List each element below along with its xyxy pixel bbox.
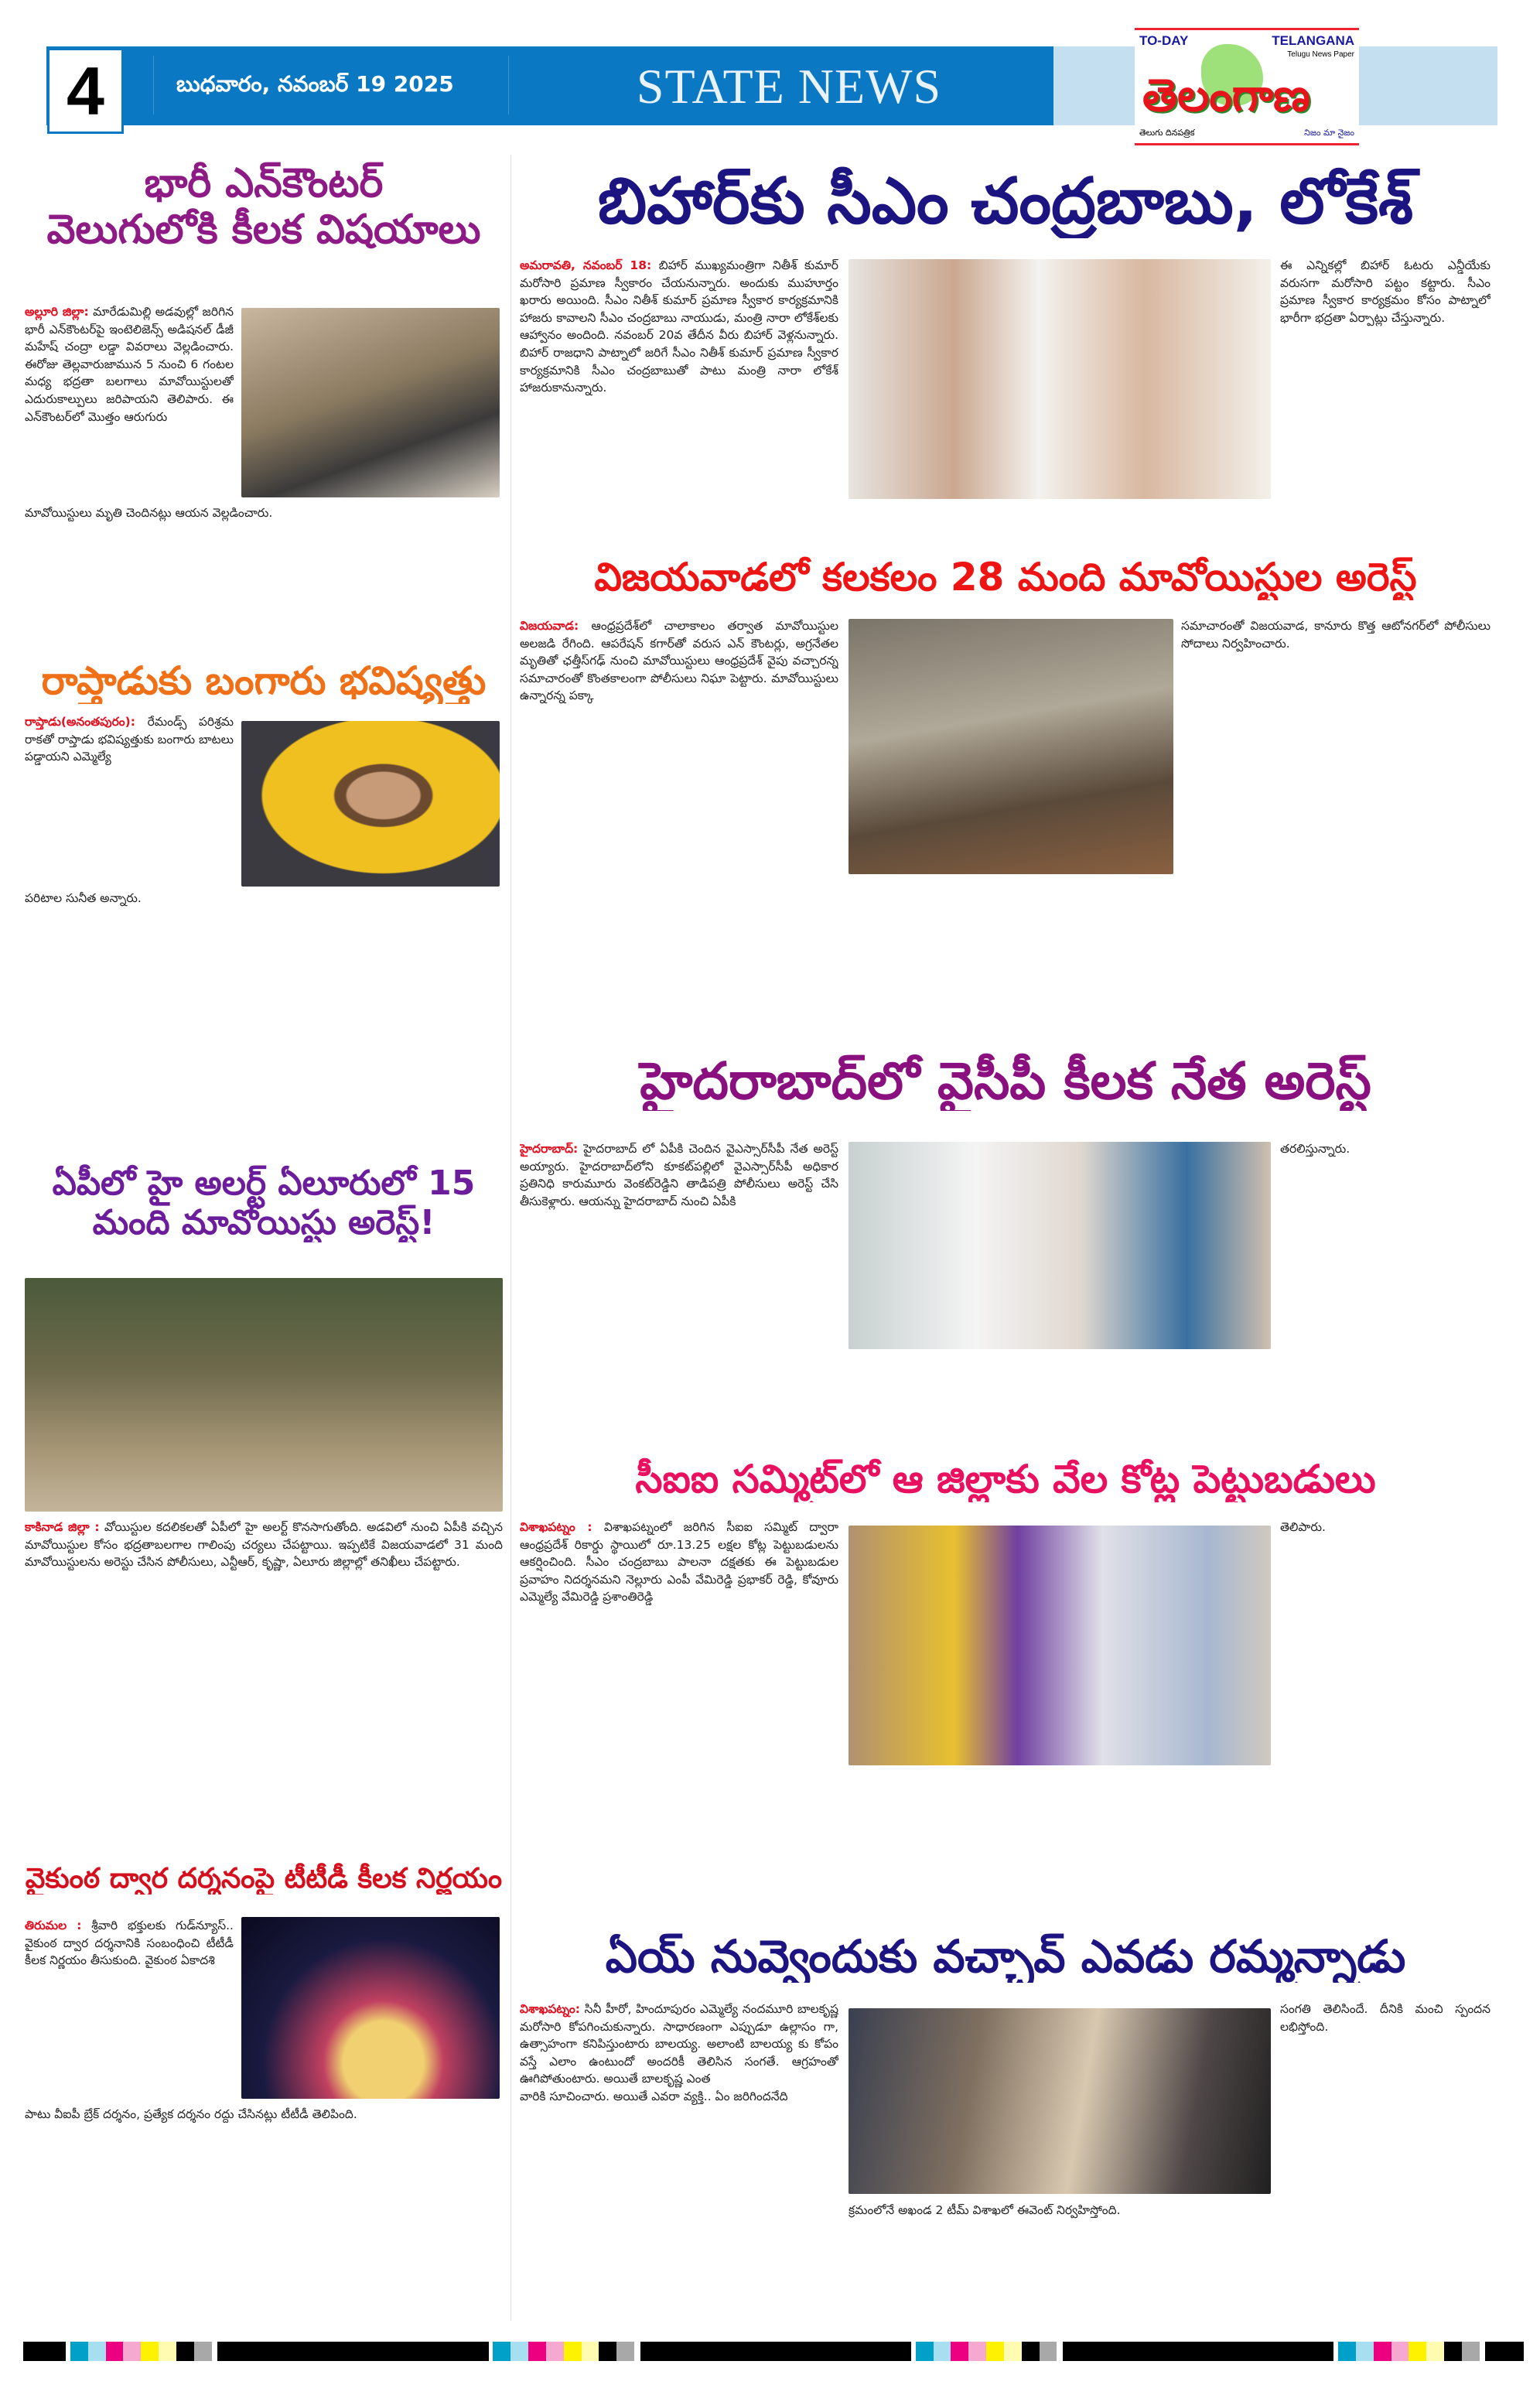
divider — [508, 56, 509, 114]
black-patch — [1444, 2342, 1462, 2361]
article-body — [25, 713, 234, 888]
pink-patch — [546, 2342, 564, 2361]
gray-patch — [1462, 2342, 1480, 2361]
light-yellow-patch — [159, 2342, 176, 2361]
column-divider — [510, 155, 511, 2321]
magenta-patch — [528, 2342, 546, 2361]
mla-photo — [241, 721, 500, 887]
dateline: రాప్తాడు(అనంతపురం): — [25, 715, 135, 729]
cyan-patch — [1338, 2342, 1356, 2361]
yellow-patch — [564, 2342, 582, 2361]
black-patch — [1022, 2342, 1040, 2361]
magenta-patch — [106, 2342, 124, 2361]
mp-mla-press-meet-photo — [849, 1526, 1271, 1765]
article-body — [520, 2001, 838, 2302]
light-yellow-patch — [582, 2342, 599, 2361]
dateline: విజయవాడ: — [520, 619, 579, 633]
logo-tagline: Telugu News Paper — [1287, 50, 1354, 59]
pink-patch — [968, 2342, 986, 2361]
headline-line: ఏపీలో హై అలర్ట్ ఏలూరులో 15 — [52, 1164, 476, 1203]
dateline: తిరుమల : — [25, 1919, 82, 1932]
black-patch — [176, 2342, 194, 2361]
article-body — [1280, 257, 1490, 543]
article-body — [1280, 1519, 1490, 1864]
body-text: రేమండ్స్ పరిశ్రమ రాకతో రాప్తాడు భవిష్యత్తుకు బంగారు బాటలు పడ్డాయని ఎమ్మెల్యే — [25, 715, 234, 764]
yellow-patch — [141, 2342, 159, 2361]
article-body — [25, 890, 503, 1157]
black-patch — [1485, 2342, 1524, 2361]
black-patch — [217, 2342, 446, 2361]
body-text: వోయిస్టుల కదలికలతో ఏపీలో హై అలర్ట్ కొనసాగుతోంది. అడవిలో నుంచి ఏపీకి వచ్చిన మావోయిస్టుల కోసం భద్రతాబలగాల గాలింపు చర్యలు చేపట్టాయి. ఇప్పటికే విజయవాడలో 31 మంది మావోయిస్టులను అరెస్టు చేసిన పోలీసులు, ఎన్టీఆర్, కృష్ణా, ఏలూరు జిల్లాల్లో తనిఖీలు చేపట్టారు. — [25, 1520, 503, 1570]
dateline: కాకినాడ జిల్లా : — [25, 1520, 100, 1534]
body-text: మావోయిస్టులు మృతి చెందినట్లు ఆయన వెల్లడించారు. — [25, 506, 273, 520]
light-cyan-patch — [510, 2342, 528, 2361]
body-text: పాటు వీఐపీ బ్రేక్ దర్శనం, ప్రత్యేక దర్శనం రద్దు చేసినట్లు టీటీడీ తెలిపింది. — [25, 2107, 357, 2121]
headline-line: భారీ ఎన్‌కౌంటర్ — [144, 161, 384, 207]
logo-text: TO-DAY — [1139, 33, 1189, 48]
balakrishna-photo — [849, 2008, 1271, 2194]
body-text: వారికి సూచించారు. అయితే ఎవరా వ్యక్తి.. ఏం జరిగిందనేది — [520, 2089, 788, 2103]
gray-patch — [616, 2342, 634, 2361]
police-officer-photo — [241, 308, 500, 497]
headline-vaikuntha: వైకుంఠ ద్వార దర్శనంపై టీటీడీ కీలక నిర్ణయం — [25, 1863, 503, 1895]
headline-line: వెలుగులోకి కీలక విషయాలు — [46, 206, 481, 253]
temple-photo — [241, 1917, 500, 2099]
body-text: సమాచారంతో విజయవాడ, కానూరు కొత్త ఆటోనగర్‌లో పోలీసులు సోదాలు నిర్వహించారు. — [1181, 619, 1490, 651]
light-cyan-patch — [88, 2342, 106, 2361]
dateline: విశాఖపట్నం : — [520, 1520, 592, 1534]
logo-name: తెలంగాణ — [1142, 69, 1310, 121]
chandrababu-lokesh-photo — [849, 259, 1271, 499]
article-body — [25, 303, 234, 500]
logo-text: తెలుగు దినపత్రిక — [1139, 128, 1195, 138]
gap — [212, 2342, 218, 2361]
headline-vijayawada: విజయవాడలో కలకలం 28 మంది మావోయిస్టుల అరెస్ట్ — [594, 555, 1417, 600]
pink-patch — [123, 2342, 141, 2361]
print-color-bar — [23, 2342, 1524, 2361]
body-text: ఈ ఎన్నికల్లో బిహార్ ఓటరు ఎన్డీయేకు వరుసగా మరోసారి పట్టం కట్టారు. సీఎం ప్రమాణ స్వీకార కార్యక్రమం కోసం పాట్నాలో భారీగా భద్రతా ఏర్పాట్లు చేస్తున్నారు. — [1280, 258, 1490, 325]
headline-encounter — [23, 161, 504, 254]
light-cyan-patch — [1356, 2342, 1374, 2361]
black-patch — [869, 2342, 911, 2361]
headline-bihar: బిహార్‌కు సీఎం చంద్రబాబు, లోకేశ్ — [597, 166, 1414, 238]
divider — [153, 56, 154, 114]
headline-balakrishna: ఏయ్ నువ్వెందుకు వచ్చావ్ ఎవడు రమ్మన్నాడు — [605, 1931, 1406, 1983]
ysrcp-leaders-photo — [849, 1142, 1271, 1349]
body-text: సినీ హీరో, హిందూపురం ఎమ్మెల్యే నందమూరి బాలకృష్ణ మరోసారి కోపగించుకున్నారు. సాధారణంగా ఎప్పుడూ ఉల్లాసం గా, ఉత్సాహంగా కనిపిస్తుంటారు బాలయ్య. అలాంటి బాలయ్య కు కోపం వస్తే ఎలాం ఉంటుందో అందరికీ తెలిసిన సంగతే. ఆగ్రహంతో ఊగిపోతుంటారు. అయితే బాలకృష్ణ ఎంత — [520, 2002, 838, 2086]
body-text: క్రమంలోనే అఖండ 2 టీమ్ విశాఖలో ఈవెంట్ నిర్వహిస్తోంది. — [849, 2203, 1121, 2217]
article-body — [1280, 2001, 1490, 2302]
body-text: సంగతి తెలిసిందే. దీనికి మంచి స్పందన లభిస్తోంది. — [1280, 2002, 1490, 2034]
cyan-patch — [70, 2342, 88, 2361]
body-text: శ్రీవారి భక్తులకు గుడ్‌న్యూస్.. వైకుంఠ ద్వార దర్శనానికి సంబంధించి టీటీడీ కీలక నిర్ణయం తీసుకుంది. వైకుంఠ ఏకాదశి — [25, 1919, 234, 1968]
black-patch — [599, 2342, 616, 2361]
magenta-patch — [1374, 2342, 1391, 2361]
gap — [1480, 2342, 1486, 2361]
headline-line: మంది మావోయిస్టు అరెస్ట్! — [92, 1202, 435, 1242]
logo-text: TELANGANA — [1272, 33, 1354, 48]
body-text: విశాఖపట్నంలో జరిగిన సీఐఐ సమ్మిట్ ద్వారా ఆంధ్రప్రదేశ్ రికార్డు స్థాయిలో రూ.13.25 లక్షల కోట్ల పెట్టుబడులను ఆకర్షించింది. సీఎం చంద్రబాబు పాలనా దక్షతకు ఈ పెట్టుబడుల ప్రవాహం నిదర్శనమని నెల్లూరు ఎంపీ వేమిరెడ్డి ప్రభాకర్ రెడ్డి, కోవూరు ఎమ్మెల్యే వేమిరెడ్డి ప్రశాంతిరెడ్డి — [520, 1520, 838, 1604]
light-yellow-patch — [1426, 2342, 1444, 2361]
article-body — [25, 1917, 234, 2103]
pink-patch — [1391, 2342, 1409, 2361]
article-body — [520, 1140, 838, 1428]
cyan-patch — [493, 2342, 510, 2361]
article-body — [25, 504, 503, 659]
magenta-patch — [951, 2342, 968, 2361]
cyan-patch — [916, 2342, 934, 2361]
light-yellow-patch — [1004, 2342, 1022, 2361]
article-body — [1280, 1140, 1490, 1428]
masthead-logo — [1135, 28, 1359, 145]
headline-hyderabad: హైదరాబాద్‌లో వైసీపీ కీలక నేత అరెస్ట్ — [640, 1052, 1371, 1111]
dateline: విశాఖపట్నం: — [520, 2002, 580, 2016]
gray-patch — [194, 2342, 212, 2361]
article-body — [520, 617, 838, 1052]
maoists-photo — [25, 1278, 503, 1512]
issue-date: బుధవారం, నవంబర్ 19 2025 — [176, 71, 454, 97]
black-patch — [640, 2342, 869, 2361]
black-patch — [446, 2342, 488, 2361]
article-body — [25, 2106, 503, 2315]
dateline: హైదరాబాద్: — [520, 1142, 579, 1156]
article-body — [520, 1519, 838, 1864]
page-number: 4 — [47, 48, 124, 134]
seized-weapons-photo — [849, 619, 1173, 874]
body-text: ఆంధ్రప్రదేశ్‌లో చాలాకాలం తర్వాత మావోయిస్టుల అలజడి రేగింది. ఆపరేషన్ కగార్‌తో వరుస ఎన్ కౌంటర్లు, అగ్రనేతల మృతితో ఛత్తీస్‌గఢ్ నుంచి మావోయిస్టులు ఆంధ్రప్రదేశ్ వైపు వచ్చారన్న సమాచారంతో కొంతకాలంగా పోలీసులు నిఘా పెట్టారు. మావోయిస్టులు ఉన్నారన్న పక్కా — [520, 619, 838, 703]
article-body — [1181, 617, 1490, 1052]
body-text: తెలిపారు. — [1280, 1520, 1326, 1534]
gap — [634, 2342, 640, 2361]
yellow-patch — [986, 2342, 1004, 2361]
headline-eluru — [23, 1164, 504, 1242]
article-body — [25, 1519, 503, 1859]
logo-slogan: నిజం మా నైజం — [1304, 128, 1354, 138]
black-patch — [23, 2342, 66, 2361]
black-patch — [1291, 2342, 1333, 2361]
body-text: మారేడుమిల్లి అడవుల్లో జరిగిన భారీ ఎన్‌కౌంటర్‌పై ఇంటెలిజెన్స్ అడిషనల్ డీజీ మహేష్ చంద్రా లడ్డా వివరాలు వెల్లడించారు. ఈరోజు తెల్లవారుజామున 5 నుంచి 6 గంటల మధ్య భద్రతా బలగాలు మావోయిస్టులతో ఎదురుకాల్పులు జరిపాయని తెలిపారు. ఈ ఎన్‌కౌంటర్‌లో మొత్తం ఆరుగురు — [25, 305, 234, 424]
article-body — [520, 257, 838, 543]
black-patch — [1063, 2342, 1291, 2361]
dateline: అమరావతి, నవంబర్ 18: — [520, 258, 652, 272]
headline-cii: సీఐఐ సమ్మిట్‌లో ఆ జిల్లాకు వేల కోట్ల పెట్టుబడులు — [635, 1457, 1376, 1502]
gap — [1057, 2342, 1063, 2361]
yellow-patch — [1409, 2342, 1426, 2361]
gray-patch — [1040, 2342, 1057, 2361]
body-text: హైదరాబాద్ లో ఏపీకి చెందిన వైఎస్సార్‌సీపీ నేత అరెస్ట్ అయ్యారు. హైదరాబాద్‌లోని కూకట్‌పల్లిలో వైఎస్సార్‌సీపీ అధికార ప్రతినిధి కారుమూరు వెంకట్‌రెడ్డిని తాడిపత్రి పోలీసులు అరెస్ట్ చేసి తీసుకెళ్లారు. ఆయన్ను హైదరాబాద్ నుంచి ఏపీకి — [520, 1142, 838, 1208]
body-text: తరలిస్తున్నారు. — [1280, 1142, 1350, 1156]
headline-raptadu: రాప్తాడుకు బంగారు భవిష్యత్తు — [41, 659, 487, 703]
light-cyan-patch — [934, 2342, 951, 2361]
dateline: అల్లూరి జిల్లా: — [25, 305, 89, 319]
section-title: STATE NEWS — [636, 59, 942, 114]
article-body — [849, 2202, 1271, 2302]
body-text: బిహార్ ముఖ్యమంత్రిగా నితీశ్ కుమార్ మరోసారి ప్రమాణ స్వీకారం చేయనున్నారు. అందుకు ముహూర్తం ఖరారు అయింది. సీఎం నితీశ్ కుమార్ ప్రమాణ స్వీకార కార్యక్రమానికి హాజరు కావాలని సీఎం చంద్రబాబు నాయుడు, మంత్రి నారా లోకేశ్‌లకు ఆహ్వానం అందింది. నవంబర్ 20వ తేదీన వీరు బిహార్ వెళ్లనున్నారు. బిహార్ రాజధాని పాట్నాలో జరిగే సీఎం నితీశ్ కుమార్ ప్రమాణ స్వీకార కార్యక్రమానికి సీఎం చంద్రబాబుతో పాటు మంత్రి నారా లోకేశ్ హాజరుకానున్నారు. — [520, 258, 838, 395]
body-text: పరిటాల సునీత అన్నారు. — [25, 891, 142, 905]
